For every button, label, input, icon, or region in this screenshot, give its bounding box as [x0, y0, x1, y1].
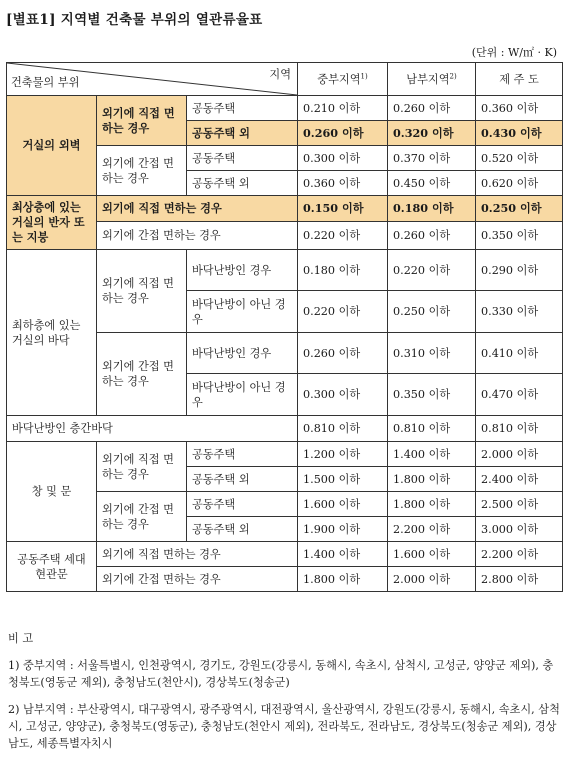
value-cell: 0.450 이하 — [388, 171, 476, 196]
value-cell: 1.600 이하 — [388, 542, 476, 567]
table-row-highlighted — [7, 196, 563, 222]
row-label-no-floor-heating: 바닥난방이 아닌 경우 — [187, 291, 298, 333]
header-region-label: 지역 — [269, 68, 292, 81]
value-cell: 0.260 이하 — [298, 333, 388, 374]
value-cell: 0.260 이하 — [388, 222, 476, 250]
value-cell: 0.300 이하 — [298, 374, 388, 416]
header-row — [7, 63, 563, 96]
row-label-apartment: 공동주택 — [187, 96, 298, 121]
row-label-indirect: 외기에 간접 면하는 경우 — [97, 492, 187, 542]
value-cell: 1.400 이하 — [388, 442, 476, 467]
table-title: [별표1] 지역별 건축물 부위의 열관류율표 — [6, 12, 263, 28]
value-cell: 2.000 이하 — [388, 567, 476, 592]
value-cell: 0.300 이하 — [298, 146, 388, 171]
notes-heading: 비 고 — [8, 632, 34, 645]
row-label-bottom-floor: 최하층에 있는 거실의 바닥 — [7, 250, 97, 416]
row-label-apartment: 공동주택 — [187, 146, 298, 171]
value-cell: 0.360 이하 — [476, 96, 563, 121]
unit-label: (단위 : W/㎡ · K) — [471, 46, 557, 59]
header-corner-cell — [7, 63, 298, 96]
row-label-no-floor-heating: 바닥난방이 아닌 경우 — [187, 374, 298, 416]
value-cell: 0.320 이하 — [388, 121, 476, 146]
value-cell: 0.250 이하 — [388, 291, 476, 333]
row-label-indirect-full: 외기에 간접 면하는 경우 — [97, 222, 298, 250]
value-cell: 0.180 이하 — [298, 250, 388, 291]
value-cell: 2.500 이하 — [476, 492, 563, 517]
value-cell: 3.000 이하 — [476, 517, 563, 542]
row-label-direct-full: 외기에 직접 면하는 경우 — [97, 542, 298, 567]
value-cell: 2.400 이하 — [476, 467, 563, 492]
value-cell: 1.800 이하 — [298, 567, 388, 592]
table-row — [7, 416, 563, 442]
row-label-apartment: 공동주택 — [187, 442, 298, 467]
table-row — [7, 442, 563, 467]
value-cell: 0.810 이하 — [298, 416, 388, 442]
table-row — [7, 250, 563, 291]
value-cell: 0.290 이하 — [476, 250, 563, 291]
row-label-non-apartment: 공동주택 외 — [187, 171, 298, 196]
row-label-floor-heating: 바닥난방인 경우 — [187, 250, 298, 291]
row-label-interfloor: 바닥난방인 층간바닥 — [7, 416, 298, 442]
value-cell: 2.200 이하 — [388, 517, 476, 542]
value-cell: 0.520 이하 — [476, 146, 563, 171]
value-cell: 0.810 이하 — [388, 416, 476, 442]
table-row — [7, 542, 563, 567]
value-cell: 1.800 이하 — [388, 467, 476, 492]
value-cell: 1.800 이하 — [388, 492, 476, 517]
header-jeju: 제 주 도 — [476, 63, 563, 96]
row-label-non-apartment: 공동주택 외 — [187, 517, 298, 542]
row-label-top-floor: 최상층에 있는 거실의 반자 또는 지붕 — [7, 196, 97, 250]
value-cell: 0.370 이하 — [388, 146, 476, 171]
value-cell: 0.150 이하 — [298, 196, 388, 222]
value-cell: 0.350 이하 — [476, 222, 563, 250]
row-label-windows-doors: 창 및 문 — [7, 442, 97, 542]
value-cell: 0.220 이하 — [298, 222, 388, 250]
value-cell: 1.900 이하 — [298, 517, 388, 542]
header-south: 남부지역$^{2)}$ — [388, 63, 476, 96]
value-cell: 0.350 이하 — [388, 374, 476, 416]
row-label-apartment: 공동주택 — [187, 492, 298, 517]
value-cell: 1.500 이하 — [298, 467, 388, 492]
value-cell: 0.260 이하 — [388, 96, 476, 121]
table-row — [7, 96, 563, 121]
value-cell: 0.210 이하 — [298, 96, 388, 121]
row-label-entrance-door: 공동주택 세대현관문 — [7, 542, 97, 592]
row-label-non-apartment: 공동주택 외 — [187, 467, 298, 492]
thermal-transmittance-table — [6, 62, 563, 592]
header-central: 중부지역$^{1)}$ — [298, 63, 388, 96]
value-cell: 2.200 이하 — [476, 542, 563, 567]
value-cell: 1.600 이하 — [298, 492, 388, 517]
value-cell: 0.470 이하 — [476, 374, 563, 416]
note-south-region: 2) 남부지역 : 부산광역시, 대구광역시, 광주광역시, 대전광역시, 울산광역시, 강원도(강릉시, 동해시, 속초시, 삼척시, 고성군, 양양군), 충청북도(영동군), 충청남도(천안시 제외), 전라북도, 전라남도, 경상북도(청송군 제외), 경상남도, 세종특별자치시 — [8, 703, 560, 750]
row-label-indirect: 외기에 간접 면하는 경우 — [97, 146, 187, 196]
value-cell: 0.250 이하 — [476, 196, 563, 222]
row-label-indirect: 외기에 간접 면하는 경우 — [97, 333, 187, 416]
row-label-non-apartment: 공동주택 외 — [187, 121, 298, 146]
value-cell: 0.310 이하 — [388, 333, 476, 374]
value-cell: 0.260 이하 — [298, 121, 388, 146]
row-label-direct: 외기에 직접 면하는 경우 — [97, 96, 187, 146]
header-part-label: 건축물의 부위 — [11, 76, 80, 89]
row-label-direct: 외기에 직접 면하는 경우 — [97, 442, 187, 492]
row-label-direct-full: 외기에 직접 면하는 경우 — [97, 196, 298, 222]
value-cell: 0.410 이하 — [476, 333, 563, 374]
value-cell: 2.000 이하 — [476, 442, 563, 467]
value-cell: 0.330 이하 — [476, 291, 563, 333]
notes-section — [8, 630, 560, 762]
value-cell: 0.220 이하 — [388, 250, 476, 291]
value-cell: 1.400 이하 — [298, 542, 388, 567]
value-cell: 2.800 이하 — [476, 567, 563, 592]
row-label-floor-heating: 바닥난방인 경우 — [187, 333, 298, 374]
row-label-direct: 외기에 직접 면하는 경우 — [97, 250, 187, 333]
value-cell: 0.360 이하 — [298, 171, 388, 196]
row-label-indirect-full: 외기에 간접 면하는 경우 — [97, 567, 298, 592]
value-cell: 0.620 이하 — [476, 171, 563, 196]
value-cell: 0.810 이하 — [476, 416, 563, 442]
row-label-living-wall: 거실의 외벽 — [7, 96, 97, 196]
value-cell: 0.430 이하 — [476, 121, 563, 146]
value-cell: 0.220 이하 — [298, 291, 388, 333]
value-cell: 0.180 이하 — [388, 196, 476, 222]
note-central-region: 1) 중부지역 : 서울특별시, 인천광역시, 경기도, 강원도(강릉시, 동해시, 속초시, 삼척시, 고성군, 양양군 제외), 충청북도(영동군 제외), 충청남도(천안시), 경상북도(청송군) — [8, 659, 554, 689]
value-cell: 1.200 이하 — [298, 442, 388, 467]
